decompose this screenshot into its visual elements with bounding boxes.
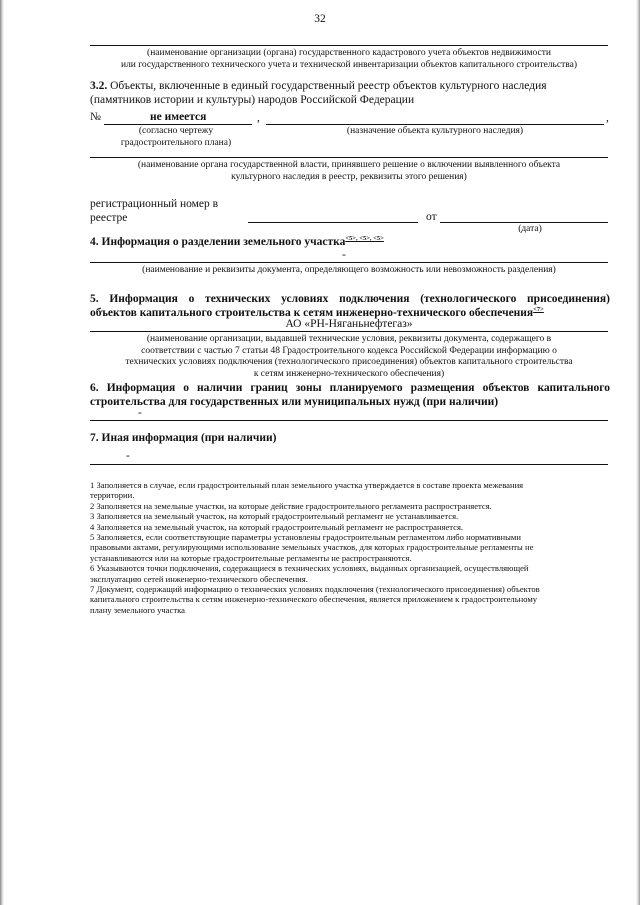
reg-label-line2: реестре [90,212,128,224]
section-7-dash: - [126,450,130,462]
footnote-1 [90,480,615,501]
footnote-7-line1: 7 Документ, содержащий информацию о технических условиях подключения (технологического присоединения) объектов [90,584,540,595]
section-5-caption [90,334,608,380]
comma-1: , [257,112,260,124]
footnote-4: 4 Заполняется на земельный участок, на который градостроительный регламент не распространяется. [90,521,464,532]
reg-label [90,197,218,225]
number-caption-line2: градостроительного плана) [120,137,232,148]
footnote-5-line1: 5 Заполняется, если соответствующие параметры установлены градостроительным регламентом либо нормативными [90,532,521,543]
section-3-2-title-line1: Объекты, включенные в единый государственный реестр объектов культурного наследия [110,80,547,92]
reg-label-line1: регистрационный номер в [90,198,219,210]
footnote-5-line3: устанавливаются или на которые градостроительные регламенты не распространяются. [90,552,412,563]
section-5-title-line2: объектов капитального строительства к сетям инженерно-технического обеспечения [90,307,534,319]
section-4-caption: (наименование и реквизиты документа, определяющего возможность или невозможность разделения) [142,265,556,275]
org-caption-line2: или государственного технического учета и технической инвентаризации объектов капитального строительства) [120,59,577,70]
section-6-dash: - [138,407,142,419]
section-5-caption-line4: к сетям инженерно-технического обеспечения) [253,368,445,379]
footnote-2: 2 Заполняется на земельные участки, на которые действие градостроительного регламента распространяется. [90,500,492,511]
footnote-7-line2: капитального строительства к сетям инженерно-технического обеспечения, является приложением к градостроительному [90,594,538,605]
number-line [104,124,252,125]
org-line [90,45,608,46]
section-5-caption-line1: (наименование организации, выдавшей технические условия, реквизиты документа, содержащего в [146,334,552,344]
purpose-line [266,124,604,125]
page-number: 32 [314,13,326,25]
authority-caption-line1: (наименование органа государственной власти, принявшего решение о включении выявленного объекта [137,160,561,170]
section-6-title-line2: строительства для государственных или муниципальных нужд (при наличии) [90,396,499,408]
date-line [440,222,608,223]
section-5-caption-line2: соответствии с частью 7 статьи 48 Градостроительного кодекса Российской Федерации информацию о [141,345,557,356]
section-3-2-title-line2: (памятников истории и культуры) народов Российской Федерации [90,94,415,106]
authority-caption [90,160,608,183]
footnote-6 [90,563,615,584]
number-caption [96,126,256,149]
section-5-org-value: АО «РН-Няганьнефтегаз» [285,318,413,330]
from-label: от [426,211,437,223]
org-caption [90,48,608,71]
scan-edge-right [636,0,640,905]
footnote-7-line3: плану земельного участка [90,604,185,615]
footnotes [90,480,615,615]
footnote-6-line1: 6 Указываются точки подключения, содержащиеся в технических условиях, выданных организацией, осуществляющей [90,563,529,574]
section-6-line [90,420,608,421]
section-5-line [90,331,608,332]
footnote-6-line2: эксплуатацию сетей инженерно-технического обеспечения. [90,573,308,584]
section-4-title-text: 4. Информация о разделении земельного участка [90,236,346,248]
section-6-title [90,381,610,409]
authority-caption-line2: культурного наследия в реестр, реквизиты этого решения) [231,171,467,182]
section-4-line [90,262,608,263]
footnote-7 [90,584,615,615]
footnote-3: 3 Заполняется на земельный участок, на который градостроительный регламент не устанавливается. [90,511,459,522]
number-label: № [90,111,101,123]
section-5-title-line1: 5. Информация о технических условиях подключения (технологического присоединения) [90,293,610,305]
comma-2: , [606,112,609,124]
section-3-2-number: 3.2. [90,80,108,92]
section-3-2-title [90,79,620,107]
section-5-caption-line3: технических условиях подключения (технологического присоединения) объектов капитального строительства [125,357,573,367]
reg-number-line [248,222,418,223]
footnote-5-line2: правовыми актами, регулирующими использование земельных участков, для которых градостроительные регламенты не [90,542,534,553]
org-caption-line1: (наименование организации (органа) государственного кадастрового учета объектов недвижимости [147,48,551,58]
section-7-line [90,464,608,465]
section-4-title [90,235,384,249]
section-6-title-line1: 6. Информация о наличии границ зоны планируемого размещения объектов капитального [90,382,610,394]
footnote-1-line1: 1 Заполняется в случае, если градостроительный план земельного участка утверждается в составе проекта межевания [90,480,524,490]
footnote-1-line2: территории. [90,490,135,501]
section-4-dash: - [342,249,346,261]
section-7-title: 7. Иная информация (при наличии) [90,432,277,444]
scan-edge-left [0,0,4,905]
authority-line [90,157,608,158]
purpose-caption: (назначение объекта культурного наследия) [346,126,524,136]
number-value: не имеется [150,111,207,123]
number-caption-line1: (согласно чертежу [138,126,214,136]
section-5-ref: <7> [533,306,544,314]
footnote-5 [90,532,615,563]
section-4-refs: <5>, <5>, <5> [345,235,384,243]
date-caption: (дата) [518,224,542,234]
section-5-title [90,292,610,320]
